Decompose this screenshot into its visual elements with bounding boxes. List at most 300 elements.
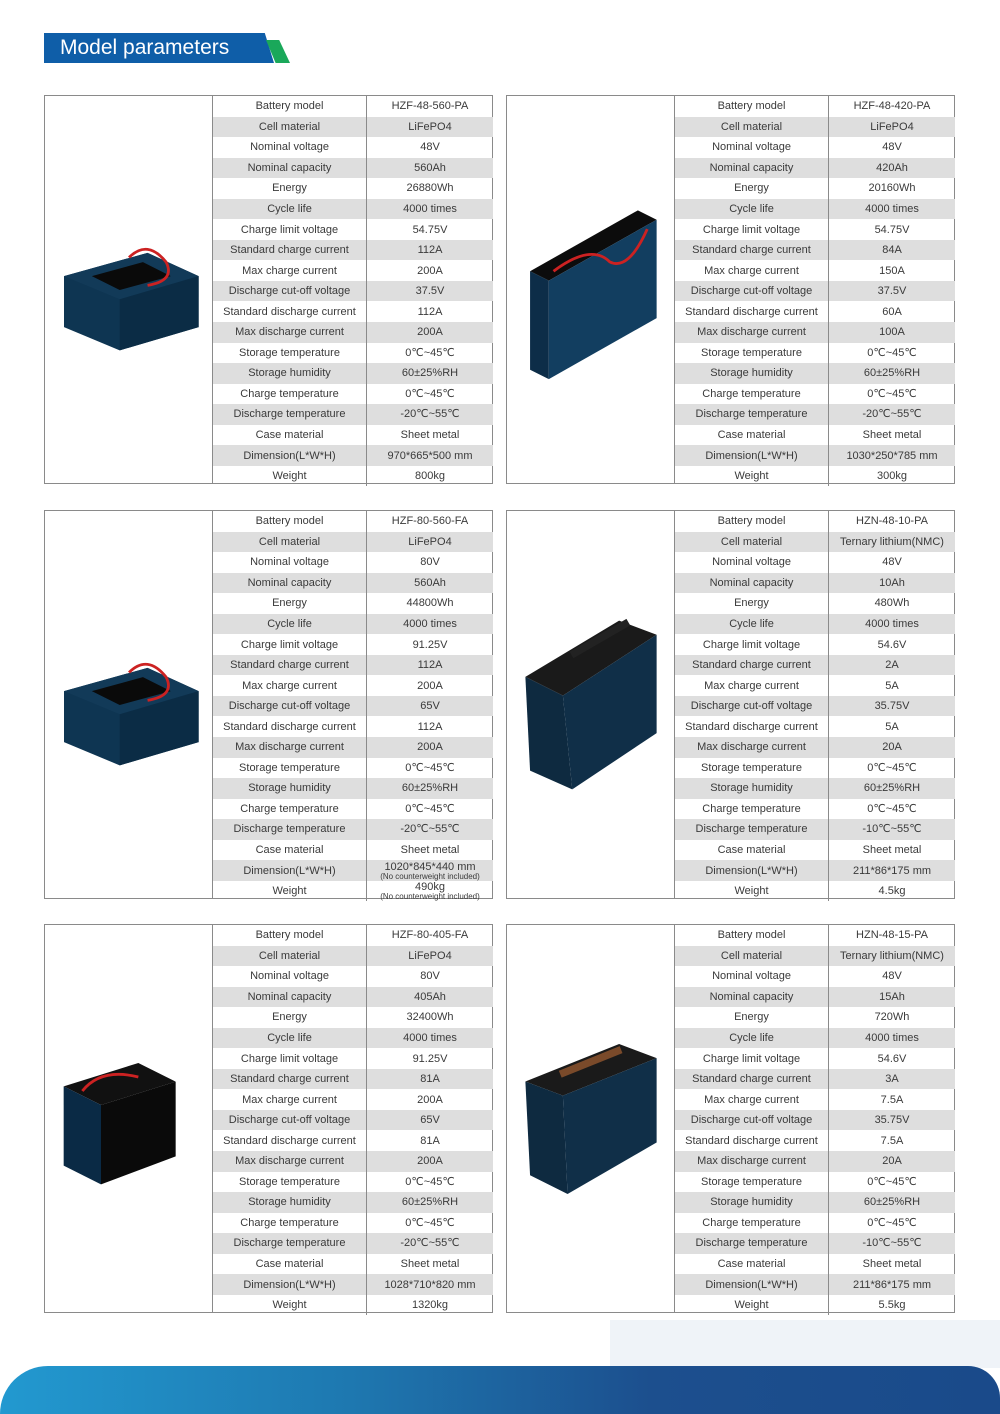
- spec-table: [213, 511, 493, 901]
- spec-label: Charge limit voltage: [675, 634, 829, 655]
- spec-label: Storage temperature: [675, 1172, 829, 1193]
- spec-value: 60±25%RH: [367, 363, 494, 384]
- spec-value: 560Ah: [367, 158, 494, 179]
- spec-label: Case material: [675, 1254, 829, 1275]
- spec-label: Storage temperature: [213, 343, 367, 364]
- spec-label: Standard charge current: [213, 240, 367, 261]
- spec-label: Standard charge current: [675, 240, 829, 261]
- spec-label: Discharge temperature: [213, 404, 367, 425]
- spec-label: Cell material: [213, 532, 367, 553]
- spec-value: 80V: [420, 970, 440, 983]
- spec-label: Nominal voltage: [675, 552, 829, 573]
- spec-value: HZF-80-405-FA: [391, 929, 469, 942]
- spec-value: 200A: [417, 1093, 443, 1106]
- spec-label: Storage humidity: [675, 778, 829, 799]
- spec-label: Weight: [213, 466, 367, 487]
- table-row: [213, 696, 493, 717]
- spec-value: 480Wh: [874, 597, 910, 610]
- spec-value: 211*86*175 mm: [829, 1274, 956, 1295]
- table-row: [213, 219, 493, 240]
- table-row: [675, 655, 955, 676]
- spec-label: Storage humidity: [675, 1192, 829, 1213]
- spec-label: Standard charge current: [213, 1069, 367, 1090]
- table-row: [213, 675, 493, 696]
- table-row: [213, 96, 493, 117]
- spec-value: 4000 times: [367, 199, 494, 220]
- table-row: [675, 634, 955, 655]
- spec-label: Nominal voltage: [675, 137, 829, 158]
- spec-value: 420Ah: [829, 158, 956, 179]
- spec-value: Sheet metal: [400, 1258, 460, 1271]
- spec-value: 35.75V: [829, 696, 956, 717]
- spec-value: 7.5A: [880, 1134, 904, 1147]
- spec-value: 0℃~45℃: [405, 1216, 455, 1229]
- product-card: [44, 95, 493, 484]
- spec-table: [675, 925, 955, 1315]
- spec-value: Sheet metal: [400, 844, 460, 857]
- spec-label: Cell material: [213, 946, 367, 967]
- table-row: [675, 1274, 955, 1295]
- spec-table: [675, 511, 955, 901]
- spec-label: Charge limit voltage: [213, 1048, 367, 1069]
- spec-label: Nominal capacity: [213, 158, 367, 179]
- table-row: [675, 1172, 955, 1193]
- spec-value: 0℃~45℃: [867, 802, 917, 815]
- spec-label: Standard discharge current: [213, 1130, 367, 1151]
- spec-label: Max discharge current: [675, 322, 829, 343]
- spec-value: Ternary lithium(NMC): [829, 946, 956, 967]
- table-row: [213, 987, 493, 1008]
- table-row: [675, 1007, 955, 1028]
- table-row: [213, 260, 493, 281]
- spec-label: Energy: [213, 178, 367, 199]
- spec-value: Ternary lithium(NMC): [829, 532, 956, 553]
- spec-label: Weight: [675, 881, 829, 902]
- spec-label: Storage humidity: [213, 778, 367, 799]
- table-row: [675, 137, 955, 158]
- spec-label: Storage temperature: [675, 343, 829, 364]
- spec-value: 7.5A: [880, 1093, 904, 1106]
- table-row: [675, 778, 955, 799]
- spec-label: Standard discharge current: [675, 301, 829, 322]
- table-row: [213, 819, 493, 840]
- spec-label: Discharge cut-off voltage: [213, 281, 367, 302]
- table-row: [675, 219, 955, 240]
- spec-value: LiFePO4: [367, 117, 494, 138]
- spec-label: Max charge current: [213, 675, 367, 696]
- spec-label: Cycle life: [213, 614, 367, 635]
- table-row: [675, 240, 955, 261]
- watermark-logo: [610, 1320, 1000, 1368]
- table-row: [213, 966, 493, 987]
- table-row: [213, 178, 493, 199]
- spec-label: Battery model: [213, 511, 367, 532]
- product-card: [44, 510, 493, 902]
- spec-value: 5.5kg: [878, 1299, 906, 1312]
- table-row: [213, 1089, 493, 1110]
- spec-value: 4000 times: [829, 1028, 956, 1049]
- spec-label: Discharge cut-off voltage: [213, 1110, 367, 1131]
- battery-product-image: [507, 925, 675, 1312]
- spec-label: Energy: [675, 593, 829, 614]
- spec-label: Charge temperature: [675, 384, 829, 405]
- table-row: [675, 1028, 955, 1049]
- spec-value: 48V: [882, 970, 902, 983]
- table-row: [675, 819, 955, 840]
- table-row: [675, 1213, 955, 1234]
- battery-product-image: [45, 511, 213, 898]
- table-row: [213, 840, 493, 861]
- spec-label: Weight: [213, 1295, 367, 1316]
- spec-label: Energy: [213, 1007, 367, 1028]
- spec-label: Standard discharge current: [213, 716, 367, 737]
- table-row: [675, 573, 955, 594]
- spec-value: 37.5V: [367, 281, 494, 302]
- spec-label: Cell material: [675, 532, 829, 553]
- table-row: [213, 363, 493, 384]
- table-row: [675, 737, 955, 758]
- spec-label: Dimension(L*W*H): [213, 445, 367, 466]
- spec-table: [675, 96, 955, 486]
- table-row: [675, 675, 955, 696]
- spec-label: Energy: [675, 1007, 829, 1028]
- spec-label: Cycle life: [675, 1028, 829, 1049]
- table-row: [675, 860, 955, 881]
- spec-value: 112A: [367, 240, 494, 261]
- table-row: [675, 425, 955, 446]
- spec-label: Weight: [675, 1295, 829, 1316]
- spec-label: Storage humidity: [675, 363, 829, 384]
- spec-value: Sheet metal: [862, 844, 922, 857]
- spec-value: -20℃~55℃: [829, 404, 956, 425]
- spec-label: Cell material: [675, 117, 829, 138]
- table-row: [213, 1192, 493, 1213]
- spec-table: [213, 96, 493, 486]
- spec-value: -10℃~55℃: [829, 819, 956, 840]
- spec-label: Charge temperature: [213, 1213, 367, 1234]
- table-row: [213, 1254, 493, 1275]
- spec-value: 44800Wh: [406, 597, 454, 610]
- spec-value: -20℃~55℃: [367, 404, 494, 425]
- table-row: [213, 614, 493, 635]
- table-row: [675, 322, 955, 343]
- table-row: [213, 199, 493, 220]
- table-row: [675, 445, 955, 466]
- spec-value: 1320kg: [411, 1299, 449, 1312]
- spec-value: -20℃~55℃: [367, 819, 494, 840]
- spec-label: Max charge current: [675, 675, 829, 696]
- battery-product-image: [507, 511, 675, 898]
- spec-value: 0℃~45℃: [405, 761, 455, 774]
- spec-label: Discharge temperature: [675, 1233, 829, 1254]
- spec-label: Max discharge current: [213, 737, 367, 758]
- spec-value: 4.5kg: [878, 885, 906, 898]
- spec-value: 65V: [367, 696, 494, 717]
- spec-value: -20℃~55℃: [367, 1233, 494, 1254]
- table-row: [213, 281, 493, 302]
- spec-value: 60±25%RH: [829, 363, 956, 384]
- spec-value: HZN-48-10-PA: [856, 515, 928, 528]
- table-row: [675, 552, 955, 573]
- table-row: [213, 1028, 493, 1049]
- table-row: [213, 301, 493, 322]
- spec-value: 4000 times: [367, 1028, 494, 1049]
- spec-label: Storage temperature: [213, 758, 367, 779]
- spec-value: 65V: [367, 1110, 494, 1131]
- spec-value: 81A: [420, 1134, 440, 1147]
- table-row: [213, 1233, 493, 1254]
- spec-value: LiFePO4: [367, 532, 494, 553]
- product-card: [44, 924, 493, 1313]
- spec-value: 80V: [420, 556, 440, 569]
- table-row: [675, 696, 955, 717]
- table-row: [213, 425, 493, 446]
- table-row: [675, 466, 955, 487]
- spec-label: Max charge current: [675, 260, 829, 281]
- table-row: [213, 655, 493, 676]
- spec-value: LiFePO4: [367, 946, 494, 967]
- spec-value: HZN-48-15-PA: [856, 929, 928, 942]
- spec-label: Storage temperature: [675, 758, 829, 779]
- spec-label: Battery model: [675, 925, 829, 946]
- spec-value: 4000 times: [829, 614, 956, 635]
- table-row: [675, 117, 955, 138]
- spec-value: 0℃~45℃: [405, 387, 455, 400]
- spec-value: 32400Wh: [406, 1011, 454, 1024]
- spec-value: 0℃~45℃: [867, 346, 917, 359]
- spec-value: 720Wh: [874, 1011, 910, 1024]
- table-row: [213, 860, 493, 881]
- table-row: [675, 178, 955, 199]
- spec-label: Nominal capacity: [675, 987, 829, 1008]
- spec-value: 26880Wh: [406, 182, 454, 195]
- spec-label: Charge limit voltage: [213, 634, 367, 655]
- spec-value: 91.25V: [412, 638, 448, 651]
- table-row: [675, 840, 955, 861]
- spec-value: HZF-80-560-FA: [391, 515, 469, 528]
- spec-label: Charge temperature: [213, 799, 367, 820]
- table-row: [213, 925, 493, 946]
- spec-value: 0℃~45℃: [867, 1216, 917, 1229]
- spec-label: Case material: [213, 1254, 367, 1275]
- table-row: [213, 716, 493, 737]
- table-row: [675, 1110, 955, 1131]
- spec-value: 10Ah: [829, 573, 956, 594]
- spec-value: 0℃~45℃: [405, 1175, 455, 1188]
- table-row: [213, 946, 493, 967]
- spec-label: Standard discharge current: [213, 301, 367, 322]
- table-row: [213, 404, 493, 425]
- table-row: [213, 799, 493, 820]
- table-row: [213, 758, 493, 779]
- table-row: [213, 634, 493, 655]
- spec-value: 100A: [829, 322, 956, 343]
- table-row: [213, 1274, 493, 1295]
- spec-value: 20160Wh: [868, 182, 916, 195]
- spec-value: 112A: [367, 655, 494, 676]
- spec-label: Energy: [675, 178, 829, 199]
- table-row: [675, 199, 955, 220]
- spec-label: Cycle life: [675, 614, 829, 635]
- spec-value: HZF-48-560-PA: [391, 100, 469, 113]
- table-row: [675, 343, 955, 364]
- table-row: [213, 322, 493, 343]
- table-row: [213, 1048, 493, 1069]
- spec-value: 1020*845*440 mm (No counterweight included): [367, 860, 494, 881]
- spec-value: 112A: [417, 720, 443, 733]
- spec-label: Case material: [213, 425, 367, 446]
- spec-value: 20A: [829, 1151, 956, 1172]
- spec-label: Charge limit voltage: [213, 219, 367, 240]
- spec-value: 4000 times: [829, 199, 956, 220]
- spec-label: Charge temperature: [675, 799, 829, 820]
- table-row: [675, 281, 955, 302]
- table-row: [675, 1130, 955, 1151]
- table-row: [213, 1130, 493, 1151]
- spec-value: HZF-48-420-PA: [853, 100, 931, 113]
- table-row: [213, 1151, 493, 1172]
- table-row: [675, 301, 955, 322]
- spec-label: Standard charge current: [675, 1069, 829, 1090]
- spec-table: [213, 925, 493, 1315]
- spec-label: Cycle life: [213, 199, 367, 220]
- table-row: [213, 445, 493, 466]
- spec-value: 81A: [367, 1069, 494, 1090]
- table-row: [675, 96, 955, 117]
- spec-label: Discharge temperature: [675, 404, 829, 425]
- table-row: [675, 1151, 955, 1172]
- spec-label: Dimension(L*W*H): [213, 1274, 367, 1295]
- spec-label: Discharge cut-off voltage: [675, 1110, 829, 1131]
- spec-label: Max discharge current: [675, 1151, 829, 1172]
- spec-value: 211*86*175 mm: [829, 860, 956, 881]
- spec-value: 0℃~45℃: [867, 387, 917, 400]
- spec-value: 20A: [829, 737, 956, 758]
- spec-label: Weight: [213, 881, 367, 902]
- spec-value: Sheet metal: [400, 429, 460, 442]
- spec-value: 1028*710*820 mm: [367, 1274, 494, 1295]
- table-row: [675, 1295, 955, 1316]
- table-row: [675, 966, 955, 987]
- spec-label: Energy: [213, 593, 367, 614]
- spec-value: 84A: [829, 240, 956, 261]
- spec-label: Discharge cut-off voltage: [213, 696, 367, 717]
- spec-label: Discharge temperature: [213, 819, 367, 840]
- spec-value: 1030*250*785 mm: [829, 445, 956, 466]
- section-banner: [44, 33, 290, 63]
- spec-value: 60±25%RH: [829, 1192, 956, 1213]
- spec-label: Max discharge current: [675, 737, 829, 758]
- spec-label: Battery model: [213, 96, 367, 117]
- table-row: [213, 117, 493, 138]
- table-row: [675, 1233, 955, 1254]
- table-row: [213, 573, 493, 594]
- spec-value: 37.5V: [829, 281, 956, 302]
- spec-label: Max charge current: [213, 260, 367, 281]
- table-row: [675, 260, 955, 281]
- spec-label: Nominal capacity: [675, 158, 829, 179]
- battery-product-image: [45, 925, 213, 1312]
- spec-label: Dimension(L*W*H): [675, 1274, 829, 1295]
- spec-label: Dimension(L*W*H): [675, 860, 829, 881]
- spec-label: Storage temperature: [213, 1172, 367, 1193]
- spec-value: 2A: [829, 655, 956, 676]
- spec-label: Discharge temperature: [213, 1233, 367, 1254]
- spec-label: Battery model: [675, 96, 829, 117]
- table-row: [213, 778, 493, 799]
- spec-value: 60±25%RH: [829, 778, 956, 799]
- spec-value: 0℃~45℃: [867, 761, 917, 774]
- spec-label: Case material: [675, 425, 829, 446]
- table-row: [675, 946, 955, 967]
- spec-label: Max charge current: [213, 1089, 367, 1110]
- spec-value: 4000 times: [367, 614, 494, 635]
- spec-value: 48V: [882, 556, 902, 569]
- spec-label: Discharge cut-off voltage: [675, 281, 829, 302]
- spec-value: 60A: [882, 305, 902, 318]
- table-row: [675, 363, 955, 384]
- table-row: [213, 1295, 493, 1316]
- spec-value: 54.6V: [877, 1052, 907, 1065]
- spec-value: 48V: [882, 141, 902, 154]
- spec-value: 200A: [417, 679, 443, 692]
- spec-label: Nominal voltage: [213, 137, 367, 158]
- spec-label: Charge limit voltage: [675, 219, 829, 240]
- table-row: [675, 1089, 955, 1110]
- table-row: [675, 925, 955, 946]
- table-row: [675, 799, 955, 820]
- spec-value: 150A: [879, 264, 905, 277]
- spec-value: 405Ah: [367, 987, 494, 1008]
- spec-value: 0℃~45℃: [405, 802, 455, 815]
- spec-value: 490kg (No counterweight included): [380, 881, 480, 902]
- table-row: [675, 881, 955, 902]
- spec-value: 200A: [367, 322, 494, 343]
- spec-label: Nominal capacity: [213, 987, 367, 1008]
- spec-label: Standard charge current: [675, 655, 829, 676]
- table-row: [675, 716, 955, 737]
- spec-label: Max charge current: [675, 1089, 829, 1110]
- spec-value: 800kg: [415, 470, 445, 483]
- spec-label: Dimension(L*W*H): [675, 445, 829, 466]
- spec-value: -10℃~55℃: [829, 1233, 956, 1254]
- spec-value: Sheet metal: [862, 1258, 922, 1271]
- table-row: [675, 614, 955, 635]
- table-row: [213, 1007, 493, 1028]
- spec-label: Charge temperature: [213, 384, 367, 405]
- spec-label: Discharge cut-off voltage: [675, 696, 829, 717]
- table-row: [213, 737, 493, 758]
- table-row: [213, 240, 493, 261]
- product-card: [506, 510, 955, 899]
- spec-value: 3A: [829, 1069, 956, 1090]
- table-row: [213, 593, 493, 614]
- spec-value: 91.25V: [412, 1052, 448, 1065]
- spec-value: 200A: [367, 1151, 494, 1172]
- spec-label: Cell material: [675, 946, 829, 967]
- table-row: [675, 511, 955, 532]
- spec-label: Nominal voltage: [675, 966, 829, 987]
- spec-value: 0℃~45℃: [405, 346, 455, 359]
- spec-value: 60±25%RH: [367, 1192, 494, 1213]
- spec-label: Nominal voltage: [213, 966, 367, 987]
- spec-label: Case material: [675, 840, 829, 861]
- spec-value: 200A: [367, 737, 494, 758]
- spec-value: 560Ah: [367, 573, 494, 594]
- spec-label: Battery model: [213, 925, 367, 946]
- table-row: [675, 1254, 955, 1275]
- table-row: [675, 532, 955, 553]
